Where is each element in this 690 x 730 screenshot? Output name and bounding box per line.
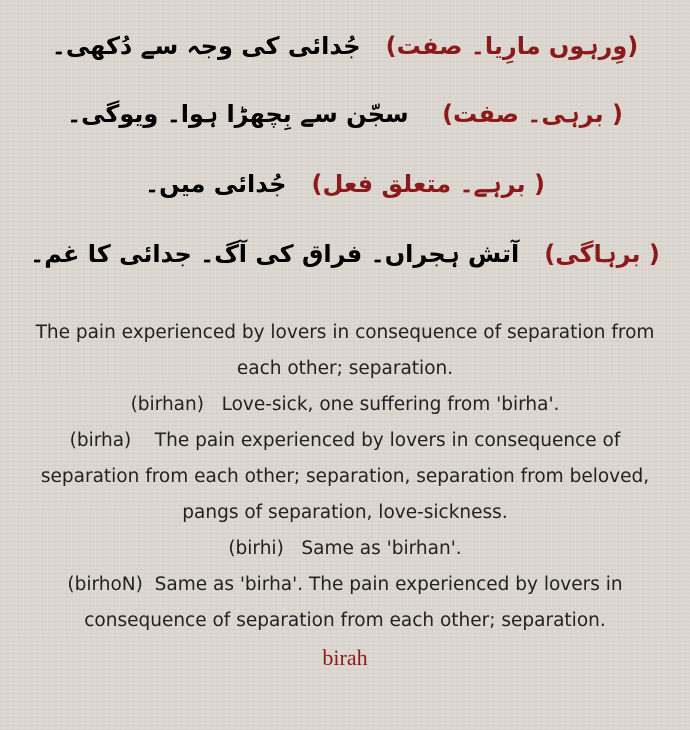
urdu-entry-3-grammar: ( برہے۔ متعلق فعل) <box>311 170 545 198</box>
urdu-entry-3 <box>0 170 690 198</box>
english-line-1: The pain experienced by lovers in consequence of separation from <box>35 322 655 343</box>
english-line-8: (birhoN) Same as 'birha'. The pain experienced by lovers in <box>67 574 623 595</box>
english-line-4: (birha) The pain experienced by lovers in consequence of <box>69 430 621 451</box>
urdu-entry-3-meaning: جُدائی میں۔ <box>145 170 287 198</box>
english-definitions <box>8 315 682 639</box>
urdu-entry-2-meaning: سجّن سے بِچھڑا ہوا۔ ویوگی۔ <box>67 100 409 128</box>
urdu-entry-4-meaning: آتش ہجراں۔ فراق کی آگ۔ جدائی کا غم۔ <box>30 240 520 268</box>
urdu-entry-2 <box>0 100 690 128</box>
urdu-entry-4 <box>0 240 690 268</box>
english-line-2: each other; separation. <box>236 358 454 379</box>
english-line-6: pangs of separation, love-sickness. <box>182 502 508 523</box>
urdu-entry-1-grammar: (وِرہوں مارِیا۔ صفت) <box>385 32 639 60</box>
english-line-7: (birhi) Same as 'birhan'. <box>228 538 462 559</box>
urdu-entry-1-meaning: جُدائی کی وجہ سے دُکھی۔ <box>51 32 361 60</box>
english-line-5: separation from each other; separation, separation from beloved, <box>40 466 650 487</box>
headword: birah <box>322 645 368 670</box>
urdu-entry-4-grammar: ( برہاگی) <box>544 240 660 268</box>
english-line-9: consequence of separation from each other; separation. <box>84 610 606 631</box>
urdu-entry-1 <box>0 32 690 60</box>
urdu-entry-2-grammar: ( برہی۔ صفت) <box>442 100 623 128</box>
english-line-3: (birhan) Love-sick, one suffering from 'birha'. <box>130 394 560 415</box>
